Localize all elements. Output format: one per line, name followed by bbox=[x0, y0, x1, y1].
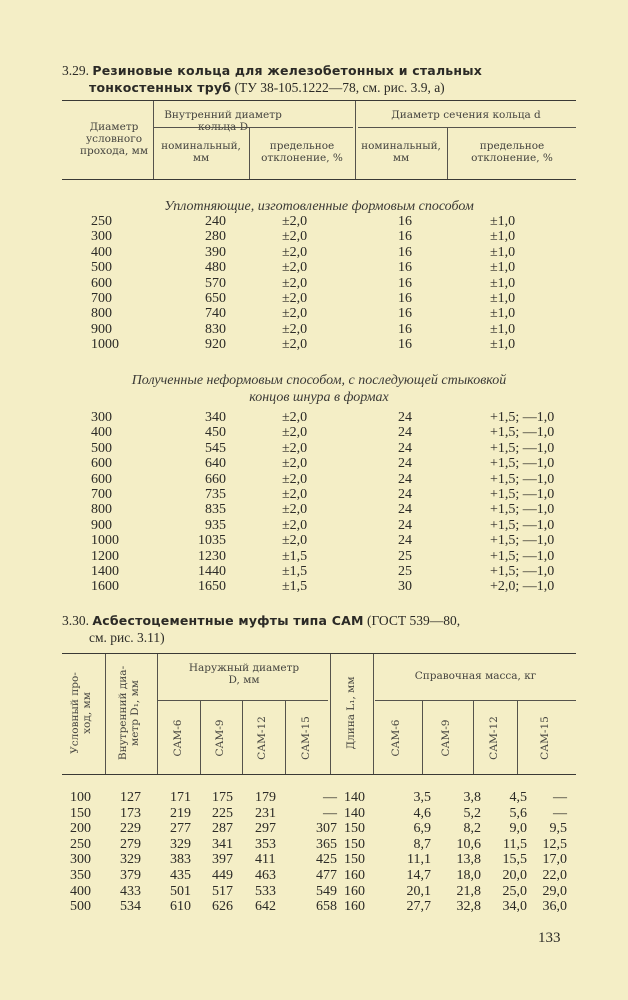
divider bbox=[358, 127, 576, 128]
header-length: Длина L₁, мм bbox=[345, 676, 357, 750]
table-cell: ±1,0 bbox=[490, 306, 516, 322]
table-cell: 450 bbox=[205, 425, 226, 441]
table-cell: 660 bbox=[205, 471, 226, 487]
table-cell: 5,6 bbox=[509, 805, 527, 821]
table-cell: ±1,0 bbox=[490, 337, 516, 353]
table-cell: ±2,0 bbox=[282, 502, 308, 518]
table-cell: +1,5; —1,0 bbox=[490, 487, 555, 502]
table-cell: 27,7 bbox=[406, 899, 431, 915]
section-title-nonmolded-line1: Полученные неформовым способом, с последующей стыковкой bbox=[131, 373, 507, 388]
table-row bbox=[62, 502, 576, 517]
table-cell: 179 bbox=[255, 790, 276, 805]
subheader-sam: САМ-6 bbox=[390, 719, 402, 757]
table-cell: 435 bbox=[170, 868, 191, 883]
table-cell: 365 bbox=[316, 836, 337, 852]
table-cell: 25 bbox=[398, 548, 412, 564]
table-cell: 150 bbox=[344, 852, 365, 868]
table-row bbox=[62, 518, 576, 533]
subheader-sam: САМ-6 bbox=[172, 719, 184, 757]
table-cell: 411 bbox=[255, 852, 276, 868]
table-cell: 280 bbox=[205, 229, 226, 245]
table-cell: 25,0 bbox=[502, 883, 527, 899]
table-cell: 534 bbox=[120, 899, 141, 915]
table-cell: 150 bbox=[344, 821, 365, 837]
header-inner-diameter bbox=[117, 653, 147, 773]
table-cell: 600 bbox=[91, 275, 112, 291]
title-rest: (ГОСТ 539—80, bbox=[363, 613, 461, 628]
table-cell: 400 bbox=[91, 244, 112, 260]
table-cell: 830 bbox=[205, 321, 226, 337]
table-cell: +1,5; —1,0 bbox=[490, 564, 555, 579]
table-row bbox=[62, 306, 576, 321]
subheader-sam: САМ-12 bbox=[488, 716, 500, 760]
divider bbox=[375, 700, 576, 701]
table-cell: 225 bbox=[212, 805, 233, 821]
table-cell: 16 bbox=[398, 337, 412, 353]
table-cell: 219 bbox=[170, 805, 191, 821]
table-cell: 463 bbox=[255, 868, 276, 883]
table-cell: ±2,0 bbox=[282, 517, 308, 533]
table-cell: ±2,0 bbox=[282, 533, 308, 549]
table-cell: 24 bbox=[398, 517, 412, 533]
table-cell: 11,5 bbox=[503, 836, 527, 852]
table-cell: — bbox=[553, 790, 567, 805]
table-cell: 390 bbox=[205, 244, 226, 260]
table-cell: 500 bbox=[91, 440, 112, 456]
table-cell: 16 bbox=[398, 291, 412, 306]
table-top-rule bbox=[62, 100, 576, 101]
table-cell: 16 bbox=[398, 260, 412, 276]
table-cell: 700 bbox=[91, 291, 112, 306]
header-outer-diameter bbox=[158, 662, 330, 686]
table-cell: +1,5; —1,0 bbox=[490, 548, 555, 564]
table-cell: 175 bbox=[212, 790, 233, 805]
table-cell: 350 bbox=[70, 868, 91, 883]
table-cell: 16 bbox=[398, 229, 412, 245]
table-number: 3.30. bbox=[62, 613, 89, 628]
table-cell: 20,0 bbox=[502, 868, 527, 883]
table-cell: 14,7 bbox=[406, 868, 431, 883]
table-row bbox=[62, 564, 576, 579]
table-cell: ±2,0 bbox=[282, 260, 308, 276]
divider bbox=[158, 700, 328, 701]
table-cell: 140 bbox=[344, 805, 365, 821]
table-cell: 340 bbox=[205, 410, 226, 425]
subheader-sam: САМ-15 bbox=[300, 716, 312, 760]
table-row bbox=[62, 337, 576, 352]
header-nominal-D: номинальный, мм bbox=[161, 140, 241, 164]
table-row bbox=[62, 884, 576, 899]
table-cell: ±1,0 bbox=[490, 244, 516, 260]
table-cell: ±2,0 bbox=[282, 214, 308, 229]
table-3-29-title bbox=[62, 62, 482, 96]
table-cell: 549 bbox=[316, 883, 337, 899]
table-row bbox=[62, 806, 576, 821]
table-cell: 433 bbox=[120, 883, 141, 899]
divider bbox=[200, 701, 201, 774]
table-cell: 30 bbox=[398, 579, 412, 595]
table-cell: 10,6 bbox=[456, 836, 481, 852]
table-row bbox=[62, 291, 576, 306]
table-cell: ±2,0 bbox=[282, 229, 308, 245]
table-cell: 379 bbox=[120, 868, 141, 883]
table-cell: 3,5 bbox=[413, 790, 431, 805]
table-cell: 240 bbox=[205, 214, 226, 229]
table-cell: 25 bbox=[398, 564, 412, 579]
table-cell: 36,0 bbox=[542, 899, 567, 915]
table-cell: 13,8 bbox=[456, 852, 481, 868]
table-cell: 32,8 bbox=[456, 899, 481, 915]
table-cell: 341 bbox=[212, 836, 233, 852]
title-rest: (ТУ 38-105.1222—78, см. рис. 3.9, а) bbox=[231, 80, 445, 95]
title-bold: Асбестоцементные муфты типа САМ bbox=[92, 613, 364, 628]
divider bbox=[105, 654, 106, 774]
divider bbox=[242, 701, 243, 774]
table-cell: ±2,0 bbox=[282, 440, 308, 456]
table-cell: 1650 bbox=[198, 579, 226, 595]
table-row bbox=[62, 229, 576, 244]
header-tolerance-D: предельное отклонение, % bbox=[261, 140, 343, 164]
table-cell: 160 bbox=[344, 883, 365, 899]
table-cell: 100 bbox=[70, 790, 91, 805]
divider bbox=[330, 654, 331, 774]
table-cell: 501 bbox=[170, 883, 191, 899]
table-cell: 171 bbox=[170, 790, 191, 805]
table-cell: 287 bbox=[212, 821, 233, 837]
section-title-molded: Уплотняющие, изготовленные формовым способом bbox=[164, 199, 474, 214]
table-number: 3.29. bbox=[62, 63, 89, 78]
table-row bbox=[62, 899, 576, 914]
header-line: Условный про- bbox=[69, 672, 81, 754]
table-cell: 3,8 bbox=[463, 790, 481, 805]
table-cell: 11,1 bbox=[407, 852, 431, 868]
table-cell: 500 bbox=[70, 899, 91, 915]
table-cell: 740 bbox=[205, 306, 226, 322]
table-cell: 1035 bbox=[198, 533, 226, 549]
table-cell: 480 bbox=[205, 260, 226, 276]
table-cell: ±1,0 bbox=[490, 260, 516, 276]
table-cell: 200 bbox=[70, 821, 91, 837]
table-cell: ±1,0 bbox=[490, 275, 516, 291]
table-cell: 16 bbox=[398, 214, 412, 229]
subheader-sam: САМ-15 bbox=[539, 716, 551, 760]
table-cell: 15,5 bbox=[502, 852, 527, 868]
table-cell: +1,5; —1,0 bbox=[490, 502, 555, 518]
header-bottom-rule bbox=[62, 774, 576, 775]
table-cell: 16 bbox=[398, 321, 412, 337]
table-cell: 173 bbox=[120, 805, 141, 821]
table-cell: 400 bbox=[91, 425, 112, 441]
table-cell: ±2,0 bbox=[282, 291, 308, 306]
table-cell: ±2,0 bbox=[282, 275, 308, 291]
table-cell: ±2,0 bbox=[282, 321, 308, 337]
table-cell: 231 bbox=[255, 805, 276, 821]
table-cell: 900 bbox=[91, 321, 112, 337]
table-cell: 24 bbox=[398, 410, 412, 425]
table-cell: ±2,0 bbox=[282, 487, 308, 502]
table-cell: 1600 bbox=[91, 579, 119, 595]
table-cell: 1400 bbox=[91, 564, 119, 579]
table-row bbox=[62, 533, 576, 548]
header-tolerance-d: предельное отклонение, % bbox=[471, 140, 553, 164]
table-cell: 610 bbox=[170, 899, 191, 915]
divider bbox=[517, 701, 518, 774]
table-cell: 24 bbox=[398, 533, 412, 549]
table-cell: 297 bbox=[255, 821, 276, 837]
table-cell: 20,1 bbox=[406, 883, 431, 899]
table-cell: 1440 bbox=[198, 564, 226, 579]
divider bbox=[473, 701, 474, 774]
table-cell: 640 bbox=[205, 456, 226, 472]
section-title-nonmolded-line2: концов шнура в формах bbox=[249, 390, 389, 405]
table-cell: 8,2 bbox=[463, 821, 481, 837]
subheader-sam: САМ-12 bbox=[256, 716, 268, 760]
table-row bbox=[62, 487, 576, 502]
table-cell: 229 bbox=[120, 821, 141, 837]
table-row bbox=[62, 425, 576, 440]
table-cell: 24 bbox=[398, 425, 412, 441]
table-cell: ±2,0 bbox=[282, 456, 308, 472]
table-cell: ±2,0 bbox=[282, 244, 308, 260]
table-cell: +1,5; —1,0 bbox=[490, 440, 555, 456]
divider bbox=[285, 701, 286, 774]
table-cell: 16 bbox=[398, 244, 412, 260]
header-nominal-d: номинальный, мм bbox=[361, 140, 441, 164]
table-row bbox=[62, 579, 576, 594]
table-cell: 160 bbox=[344, 899, 365, 915]
table-cell: 250 bbox=[70, 836, 91, 852]
table-cell: 1000 bbox=[91, 337, 119, 353]
table-cell: 21,8 bbox=[456, 883, 481, 899]
table-cell: 835 bbox=[205, 502, 226, 518]
table-cell: +1,5; —1,0 bbox=[490, 425, 555, 441]
table-row bbox=[62, 472, 576, 487]
table-row bbox=[62, 441, 576, 456]
table-cell: 600 bbox=[91, 471, 112, 487]
table-cell: 150 bbox=[70, 805, 91, 821]
table-cell: 22,0 bbox=[542, 868, 567, 883]
table-cell: 140 bbox=[344, 790, 365, 805]
table-cell: 9,5 bbox=[549, 821, 567, 837]
header-nominal-pass bbox=[69, 653, 99, 773]
table-cell: 920 bbox=[205, 337, 226, 353]
table-cell: 735 bbox=[205, 487, 226, 502]
table-cell: 29,0 bbox=[542, 883, 567, 899]
table-cell: 150 bbox=[344, 836, 365, 852]
table-cell: 160 bbox=[344, 868, 365, 883]
table-cell: 642 bbox=[255, 899, 276, 915]
table-cell: 658 bbox=[316, 899, 337, 915]
header-line: метр D₁, мм bbox=[129, 680, 141, 746]
table-cell: 5,2 bbox=[463, 805, 481, 821]
table-row bbox=[62, 245, 576, 260]
table-cell: 4,5 bbox=[509, 790, 527, 805]
table-row bbox=[62, 214, 576, 229]
divider bbox=[447, 128, 448, 179]
table-cell: ±2,0 bbox=[282, 425, 308, 441]
table-cell: 900 bbox=[91, 517, 112, 533]
table-cell: 397 bbox=[212, 852, 233, 868]
table-cell: 16 bbox=[398, 306, 412, 322]
table-row bbox=[62, 260, 576, 275]
table-cell: 4,6 bbox=[413, 805, 431, 821]
table-cell: 17,0 bbox=[542, 852, 567, 868]
table-cell: 570 bbox=[205, 275, 226, 291]
table-cell: 517 bbox=[212, 883, 233, 899]
subheader-sam: САМ-9 bbox=[214, 719, 226, 757]
table-row bbox=[62, 868, 576, 883]
header-line: Внутренний диа- bbox=[117, 665, 129, 761]
table-cell: 425 bbox=[316, 852, 337, 868]
table-row bbox=[62, 837, 576, 852]
table-cell: ±1,0 bbox=[490, 229, 516, 245]
divider bbox=[249, 128, 250, 179]
table-cell: 800 bbox=[91, 502, 112, 518]
table-cell: ±1,0 bbox=[490, 321, 516, 337]
table-cell: ±2,0 bbox=[282, 410, 308, 425]
header-inner-diameter: Внутренний диаметр кольца D bbox=[164, 109, 282, 133]
subheader-sam: САМ-9 bbox=[440, 719, 452, 757]
table-cell: 24 bbox=[398, 471, 412, 487]
table-cell: 329 bbox=[170, 836, 191, 852]
table-cell: 18,0 bbox=[456, 868, 481, 883]
divider bbox=[422, 701, 423, 774]
table-cell: ±1,5 bbox=[282, 548, 308, 564]
table-cell: +1,5; —1,0 bbox=[490, 517, 555, 533]
header-reference-mass: Справочная масса, кг bbox=[414, 670, 537, 682]
table-cell: ±1,5 bbox=[282, 579, 308, 595]
table-cell: 1000 bbox=[91, 533, 119, 549]
table-cell: 400 bbox=[70, 883, 91, 899]
table-cell: 600 bbox=[91, 456, 112, 472]
table-cell: 24 bbox=[398, 487, 412, 502]
table-cell: 533 bbox=[255, 883, 276, 899]
table-cell: 300 bbox=[70, 852, 91, 868]
table-cell: 16 bbox=[398, 275, 412, 291]
title-bold-line1: Резиновые кольца для железобетонных и стальных bbox=[92, 63, 483, 78]
table-cell: 300 bbox=[91, 229, 112, 245]
table-cell: 626 bbox=[212, 899, 233, 915]
divider bbox=[153, 127, 353, 128]
title-line2: см. рис. 3.11) bbox=[89, 630, 165, 645]
table-cell: — bbox=[553, 805, 567, 821]
table-cell: 500 bbox=[91, 260, 112, 276]
table-cell: ±2,0 bbox=[282, 337, 308, 353]
table-cell: 545 bbox=[205, 440, 226, 456]
table-cell: 1200 bbox=[91, 548, 119, 564]
table-row bbox=[62, 410, 576, 425]
table-cell: 250 bbox=[91, 214, 112, 229]
header-bottom-rule bbox=[62, 179, 576, 180]
table-cell: 24 bbox=[398, 456, 412, 472]
table-cell: — bbox=[323, 790, 337, 805]
page-number: 133 bbox=[538, 930, 561, 946]
table-row bbox=[62, 852, 576, 867]
table-cell: ±1,0 bbox=[490, 291, 516, 306]
table-row bbox=[62, 821, 576, 836]
table-cell: 935 bbox=[205, 517, 226, 533]
table-cell: +2,0; —1,0 bbox=[490, 579, 555, 595]
table-cell: 300 bbox=[91, 410, 112, 425]
table-cell: 329 bbox=[120, 852, 141, 868]
table-cell: 24 bbox=[398, 440, 412, 456]
table-cell: +1,5; —1,0 bbox=[490, 471, 555, 487]
table-cell: 24 bbox=[398, 502, 412, 518]
table-cell: 449 bbox=[212, 868, 233, 883]
table-cell: ±1,0 bbox=[490, 214, 516, 229]
table-cell: 279 bbox=[120, 836, 141, 852]
table-cell: 277 bbox=[170, 821, 191, 837]
header-diameter-pass: Диаметр условного прохода, мм bbox=[79, 121, 149, 157]
table-cell: ±2,0 bbox=[282, 306, 308, 322]
table-cell: 650 bbox=[205, 291, 226, 306]
table-row bbox=[62, 276, 576, 291]
header-line: Наружный диаметр bbox=[188, 662, 300, 674]
table-cell: 34,0 bbox=[502, 899, 527, 915]
table-cell: 12,5 bbox=[542, 836, 567, 852]
table-row bbox=[62, 549, 576, 564]
table-3-30-title bbox=[62, 612, 460, 646]
table-cell: 8,7 bbox=[413, 836, 431, 852]
table-row bbox=[62, 790, 576, 805]
table-cell: +1,5; —1,0 bbox=[490, 410, 555, 425]
title-bold-line2: тонкостенных труб bbox=[89, 80, 232, 95]
table-row bbox=[62, 322, 576, 337]
header-line: D, мм bbox=[228, 674, 260, 686]
header-section-diameter: Диаметр сечения кольца d bbox=[391, 109, 541, 121]
table-cell: 700 bbox=[91, 487, 112, 502]
table-cell: 353 bbox=[255, 836, 276, 852]
table-cell: 127 bbox=[120, 790, 141, 805]
table-cell: 477 bbox=[316, 868, 337, 883]
divider bbox=[373, 654, 374, 774]
table-cell: ±2,0 bbox=[282, 471, 308, 487]
table-cell: 307 bbox=[316, 821, 337, 837]
header-line: ход, мм bbox=[81, 692, 93, 734]
table-cell: 383 bbox=[170, 852, 191, 868]
table-cell: ±1,5 bbox=[282, 564, 308, 579]
table-cell: — bbox=[323, 805, 337, 821]
table-cell: 9,0 bbox=[509, 821, 527, 837]
table-row bbox=[62, 456, 576, 471]
table-cell: 6,9 bbox=[413, 821, 431, 837]
table-cell: 1230 bbox=[198, 548, 226, 564]
table-cell: +1,5; —1,0 bbox=[490, 533, 555, 549]
table-cell: 800 bbox=[91, 306, 112, 322]
table-cell: +1,5; —1,0 bbox=[490, 456, 555, 472]
